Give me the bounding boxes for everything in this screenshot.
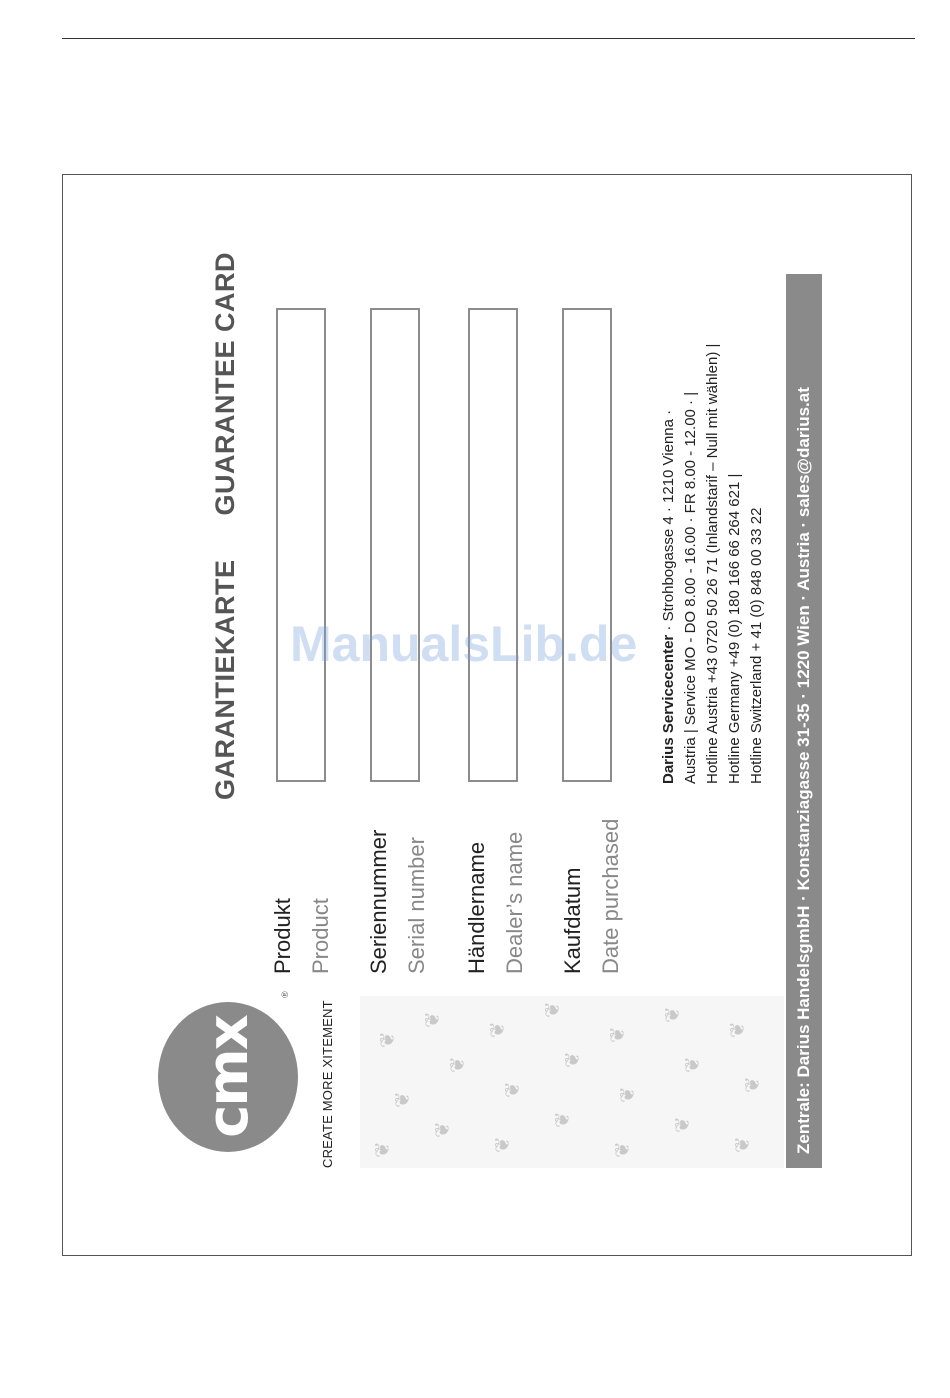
logo-text: cmx <box>195 1016 261 1138</box>
service-hours: Austria | Service MO - DO 8.00 - 16.00 · FR 8.00 - 12.00 · | <box>682 391 699 784</box>
field-label-serial: Seriennummer <box>366 829 391 974</box>
product-field[interactable] <box>276 308 326 782</box>
tagline: CREATE MORE XITEMENT <box>320 1000 335 1168</box>
header-rule <box>62 38 915 39</box>
field-label-dealer: Händlername <box>464 841 489 974</box>
service-address: · Strohbogasse 4 · 1210 Vienna · <box>660 409 677 635</box>
title-english: GUARANTEE CARD <box>210 252 240 516</box>
footer-bar <box>786 274 822 1168</box>
hotline-switzerland: Hotline Switzerland + 41 (0) 848 00 33 22 <box>748 507 765 784</box>
field-label-product: Produkt <box>270 898 295 974</box>
hotline-austria: Hotline Austria +43 0720 50 26 71 (Inlandstarif – Null mit wählen) | <box>704 343 721 784</box>
title-german: GARANTIEKARTE <box>210 559 240 800</box>
decorative-pattern: ❦ ❦ ❦ ❦ ❦ ❦ ❦ ❦ ❦ ❦ ❦ ❦ ❦ ❦ ❦ ❦ ❦ ❦ ❦ ❦ ❦ <box>360 996 784 1168</box>
registered-mark: ® <box>280 991 290 998</box>
footer-text: Zentrale: Darius HandelsgmbH · Konstanziagasse 31-35 · 1220 Wien · Austria · sales@darius.at <box>794 387 813 1154</box>
serial-number-field[interactable] <box>370 308 420 782</box>
service-contact <box>658 344 768 784</box>
cmx-logo <box>158 1002 298 1152</box>
watermark: ManualsLib.de <box>290 616 638 672</box>
field-sub-serial: Serial number <box>404 837 429 974</box>
service-company: Darius Servicecenter <box>660 634 677 784</box>
field-sub-product: Product <box>308 898 333 974</box>
card-title <box>210 252 241 800</box>
field-label-date: Kaufdatum <box>560 867 585 974</box>
hotline-germany: Hotline Germany +49 (0) 180 166 66 264 621 | <box>726 473 743 784</box>
field-sub-dealer: Dealer’s name <box>502 831 527 974</box>
date-purchased-field[interactable] <box>562 308 612 782</box>
field-sub-date: Date purchased <box>598 818 623 974</box>
dealer-name-field[interactable] <box>468 308 518 782</box>
guarantee-card <box>158 252 822 1168</box>
